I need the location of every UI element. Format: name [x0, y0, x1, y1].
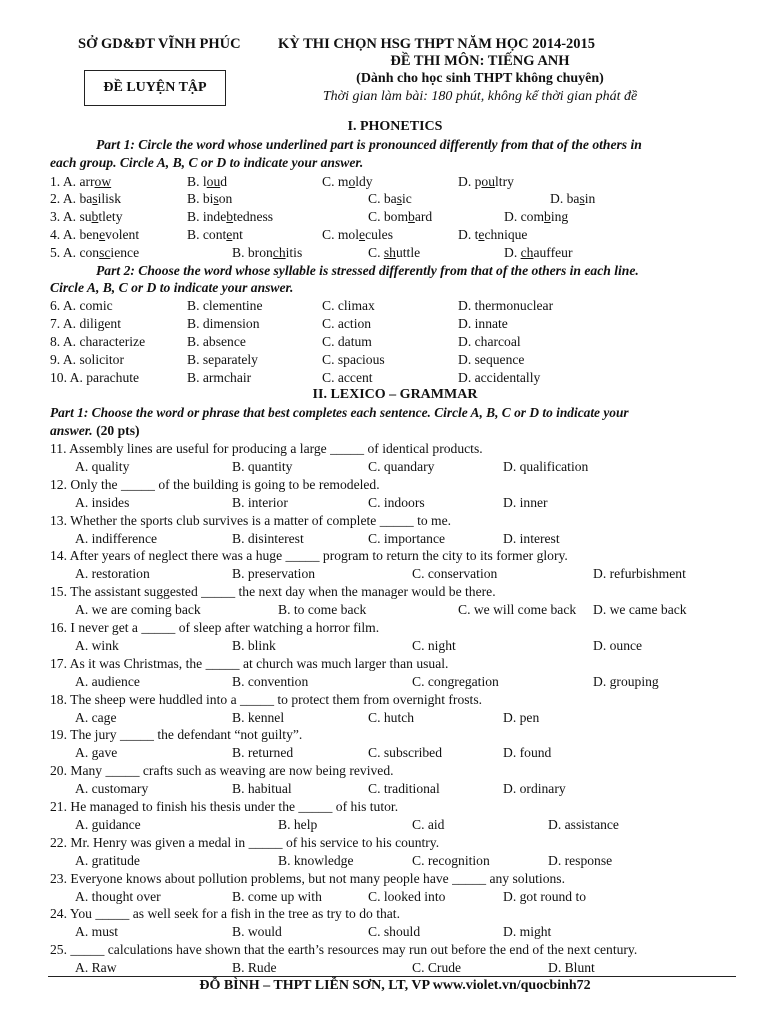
q22-option-d: D. response — [548, 852, 613, 868]
q4-b: B. content — [187, 227, 243, 242]
question-row — [50, 351, 740, 369]
exam-time: Thời gian làm bài: 180 phút, không kể thời gian phát đề — [322, 89, 638, 104]
q13-stem: 13. Whether the sports club survives is a matter of complete _____ to me. — [50, 512, 452, 528]
practice-exam-label: ĐỀ LUYỆN TẬP — [103, 80, 207, 95]
q23-stem: 23. Everyone knows about pollution problems, but not many people have _____ any solutions. — [50, 870, 565, 886]
grammar-part1-instruction-1: Part 1: Choose the word or phrase that best completes each sentence. Circle A, B, C or D to indicate your — [50, 405, 629, 420]
exam-audience: (Dành cho học sinh THPT không chuyên) — [356, 71, 604, 86]
q20-option-d: D. ordinary — [503, 781, 566, 797]
q22-option-a: A. gratitude — [75, 852, 140, 868]
q24-option-c: C. should — [368, 924, 421, 940]
question-row — [50, 297, 740, 315]
q16-option-c: C. night — [412, 638, 456, 653]
q3-b: B. indebtedness — [187, 209, 274, 224]
q25-options — [0, 959, 690, 977]
q13-option-c: C. importance — [368, 530, 446, 546]
q14-option-b: B. preservation — [232, 566, 316, 582]
q2-a: 2. A. basilisk — [50, 191, 122, 206]
q22-option-c: C. recognition — [412, 852, 490, 868]
q17-stem: 17. As it was Christmas, the _____ at church was much larger than usual. — [50, 655, 449, 671]
q4-d: D. technique — [458, 227, 528, 242]
q18-option-b: B. kennel — [232, 709, 285, 725]
q22-options — [0, 852, 690, 870]
q5-a: 5. A. conscience — [50, 245, 140, 260]
q14-option-a: A. restoration — [75, 566, 150, 582]
q15-option-c: C. we will come back — [458, 602, 577, 618]
q5-d: D. chauffeur — [504, 245, 573, 260]
question-row — [50, 315, 740, 333]
q18-options — [0, 709, 690, 727]
q18-stem: 18. The sheep were huddled into a _____ to protect them from overnight frosts. — [50, 691, 483, 707]
q16-option-d: D. ounce — [593, 638, 643, 653]
q7-b: B. dimension — [187, 316, 260, 331]
footer-divider — [48, 976, 736, 977]
q16-option-b: B. blink — [232, 638, 276, 653]
q18-option-a: A. cage — [75, 709, 117, 725]
q6-d: D. thermonuclear — [458, 298, 554, 313]
q10-d: D. accidentally — [458, 370, 541, 385]
q8-c: C. datum — [322, 334, 372, 349]
q23-option-a: A. thought over — [75, 888, 161, 904]
q12-option-d: D. inner — [503, 494, 548, 510]
q25-option-c: C. Crude — [412, 960, 462, 976]
q1-c: C. moldy — [322, 174, 373, 189]
q13-option-b: B. disinterest — [232, 530, 304, 546]
q20-stem: 20. Many _____ crafts such as weaving are now being revived. — [50, 763, 394, 779]
q15-stem: 15. The assistant suggested _____ the next day when the manager would be there. — [50, 584, 496, 600]
q17-option-d: D. grouping — [593, 673, 659, 689]
q9-c: C. spacious — [322, 352, 385, 367]
phonetics-part2-instruction-1: Part 2: Choose the word whose syllable is stressed differently from that of the others in each line. — [96, 263, 639, 278]
q8-b: B. absence — [187, 334, 246, 349]
q21-stem: 21. He managed to finish his thesis under the _____ of his tutor. — [50, 799, 399, 814]
q6-b: B. clementine — [187, 298, 263, 313]
q16-stem: 16. I never get a _____ of sleep after watching a horror film. — [50, 620, 380, 635]
q25-stem: 25. _____ calculations have shown that the earth’s resources may run out before the end of the next century. — [50, 942, 638, 958]
department-name: SỞ GD&ĐT VĨNH PHÚC — [78, 36, 241, 52]
q15-option-b: B. to come back — [278, 602, 367, 618]
q6-a: 6. A. comic — [50, 298, 113, 313]
q17-option-a: A. audience — [75, 673, 140, 689]
q24-options — [0, 923, 690, 941]
section-phonetics-title: I. PHONETICS — [347, 119, 443, 134]
q24-option-d: D. might — [503, 924, 552, 940]
question-row — [50, 173, 740, 191]
question-row — [50, 190, 740, 208]
q8-a: 8. A. characterize — [50, 334, 146, 349]
grammar-part1-points: (20 pts) — [92, 423, 140, 438]
grammar-part1-instruction-2 — [50, 422, 740, 440]
q3-c: C. bombard — [368, 209, 433, 224]
q10-b: B. armchair — [187, 370, 252, 385]
q6-c: C. climax — [322, 298, 375, 313]
q21-options — [0, 816, 690, 834]
q10-c: C. accent — [322, 370, 373, 385]
q20-options — [0, 780, 690, 798]
q18-option-c: C. hutch — [368, 709, 415, 725]
q19-options — [0, 744, 690, 762]
section-lexico-grammar-title: II. LEXICO – GRAMMAR — [312, 387, 478, 402]
phonetics-part1-instruction-2: each group. Circle A, B, C or D to indicate your answer. — [50, 155, 364, 170]
q13-option-a: A. indifference — [75, 530, 158, 546]
q2-c: C. basic — [368, 191, 412, 206]
q21-option-a: A. guidance — [75, 817, 141, 832]
q20-option-a: A. customary — [75, 781, 149, 797]
q17-option-b: B. convention — [232, 673, 309, 689]
q21-option-c: C. aid — [412, 817, 445, 832]
q15-options — [0, 601, 690, 619]
q24-option-b: B. would — [232, 924, 282, 940]
q24-option-a: A. must — [75, 924, 119, 940]
q7-d: D. innate — [458, 316, 508, 331]
q25-option-a: A. Raw — [75, 960, 117, 976]
q23-option-d: D. got round to — [503, 888, 587, 904]
q20-option-c: C. traditional — [368, 781, 440, 797]
q23-option-c: C. looked into — [368, 888, 446, 904]
question-row — [50, 244, 740, 262]
q9-b: B. separately — [187, 352, 258, 367]
q2-d: D. basin — [550, 191, 596, 206]
q11-option-b: B. quantity — [232, 459, 293, 474]
q25-option-b: B. Rude — [232, 960, 277, 976]
phonetics-part1-instruction-1: Part 1: Circle the word whose underlined part is pronounced differently from that of the others in — [96, 137, 642, 152]
q11-options — [0, 458, 690, 476]
q4-c: C. molecules — [322, 227, 393, 242]
q14-option-d: D. refurbishment — [593, 566, 686, 582]
q15-option-a: A. we are coming back — [75, 602, 201, 618]
q22-stem: 22. Mr. Henry was given a medal in _____ of his service to his country. — [50, 834, 440, 850]
grammar-part1-instruction-text: answer. — [50, 423, 93, 438]
q3-a: 3. A. subtlety — [50, 209, 123, 224]
exam-subject: ĐỀ THI MÔN: TIẾNG ANH — [390, 53, 570, 69]
q11-option-d: D. qualification — [503, 459, 589, 474]
question-row — [50, 226, 740, 244]
question-row — [50, 369, 740, 387]
q17-options — [0, 673, 690, 691]
q22-option-b: B. knowledge — [278, 852, 354, 868]
q11-option-a: A. quality — [75, 459, 130, 474]
q14-options — [0, 565, 690, 583]
q12-option-a: A. insides — [75, 494, 130, 510]
q5-c: C. shuttle — [368, 245, 421, 260]
q25-option-d: D. Blunt — [548, 960, 595, 976]
q19-option-c: C. subscribed — [368, 745, 443, 761]
exam-title: KỲ THI CHỌN HSG THPT NĂM HỌC 2014-2015 — [278, 36, 596, 52]
q13-options — [0, 530, 690, 548]
q7-a: 7. A. diligent — [50, 316, 121, 331]
q1-d: D. poultry — [458, 174, 514, 189]
q20-option-b: B. habitual — [232, 781, 292, 797]
q17-option-c: C. congregation — [412, 673, 499, 689]
q19-option-d: D. found — [503, 745, 552, 761]
footer-text: ĐỖ BÌNH – THPT LIỄN SƠN, LT, VP www.violet.vn/quocbinh72 — [199, 978, 591, 993]
q5-b: B. bronchitis — [232, 245, 303, 260]
q12-stem: 12. Only the _____ of the building is going to be remodeled. — [50, 476, 380, 492]
q24-stem: 24. You _____ as well seek for a fish in the tree as try to do that. — [50, 906, 400, 922]
q21-option-b: B. help — [278, 817, 318, 832]
q4-a: 4. A. benevolent — [50, 227, 140, 242]
q23-options — [0, 888, 690, 906]
q9-d: D. sequence — [458, 352, 525, 367]
q7-c: C. action — [322, 316, 372, 331]
question-row — [50, 208, 740, 226]
q18-option-d: D. pen — [503, 709, 540, 725]
phonetics-part2-instruction-2: Circle A, B, C or D to indicate your answer. — [50, 280, 294, 295]
q15-option-d: D. we came back — [593, 602, 687, 618]
q11-option-c: C. quandary — [368, 459, 435, 474]
q2-b: B. bison — [187, 191, 233, 206]
q1-a: 1. A. arrow — [50, 174, 112, 189]
q23-option-b: B. come up with — [232, 888, 322, 904]
q21-option-d: D. assistance — [548, 817, 619, 832]
q11-stem: 11. Assembly lines are useful for producing a large _____ of identical products. — [50, 441, 483, 456]
q10-a: 10. A. parachute — [50, 370, 140, 385]
q19-option-a: A. gave — [75, 745, 118, 761]
q1-b: B. loud — [187, 174, 228, 189]
q19-stem: 19. The jury _____ the defendant “not guilty”. — [50, 727, 303, 743]
q16-options — [0, 637, 690, 655]
q12-option-b: B. interior — [232, 494, 288, 510]
practice-exam-box — [84, 70, 226, 106]
q14-stem: 14. After years of neglect there was a huge _____ program to return the city to its former glory. — [50, 548, 568, 564]
q12-options — [0, 494, 690, 512]
question-row — [50, 333, 740, 351]
q19-option-b: B. returned — [232, 745, 294, 761]
q13-option-d: D. interest — [503, 530, 560, 546]
q14-option-c: C. conservation — [412, 566, 498, 582]
q8-d: D. charcoal — [458, 334, 521, 349]
q3-d: D. combing — [504, 209, 569, 224]
q9-a: 9. A. solicitor — [50, 352, 125, 367]
q16-option-a: A. wink — [75, 638, 119, 653]
q12-option-c: C. indoors — [368, 494, 425, 510]
